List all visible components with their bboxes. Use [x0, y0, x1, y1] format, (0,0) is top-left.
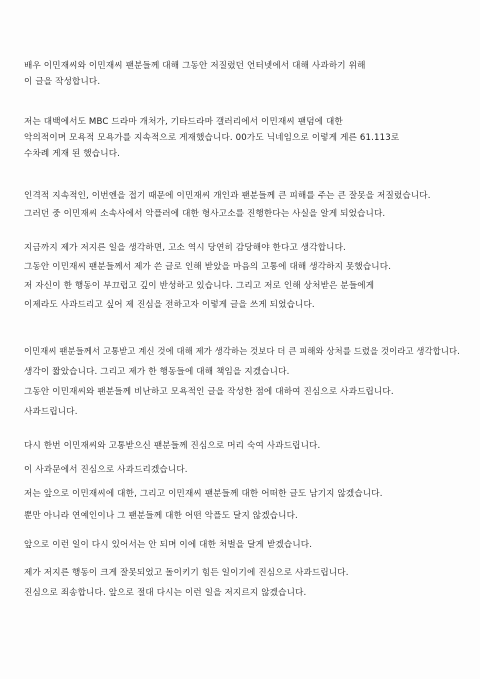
letter-line: 저는 앞으로 이민재씨에 대한, 그리고 이민재씨 팬분들께 대한 어떠한 글도 남기지 않겠습니다. — [24, 489, 383, 499]
letter-line: 앞으로 이런 일이 다시 있어서는 안 되며 이에 대한 처벌을 달게 받겠습니다. — [24, 540, 313, 550]
letter-line: 지금까지 제가 저지른 일을 생각하면, 고소 역시 당연히 감당해야 한다고 생각합니다. — [24, 243, 346, 253]
letter-line: 악의적이며 모욕적 모욕가를 지속적으로 게재했습니다. 00가도 닉네임으로 이렇게 게른 61.113로 — [24, 133, 400, 143]
letter-line: 다시 한번 이민재씨와 고통받으신 팬분들께 진심으로 머리 숙여 사과드립니다. — [24, 441, 321, 451]
letter-line: 저 자신이 한 행동이 부끄럽고 깊이 반성하고 있습니다. 그리고 저로 인해 상처받은 분들에게 — [24, 281, 375, 291]
letter-line: 진심으로 죄송합니다. 앞으로 절대 다시는 이런 일을 저지르지 않겠습니다. — [24, 588, 307, 598]
letter-line: 그동안 이민재씨와 팬분들께 비난하고 모욕적인 글을 작성한 점에 대하여 진심으로 사과드립니다. — [24, 387, 394, 397]
letter-line: 저는 대백에서도 MBC 드라마 개처가, 기타드라마 갤러리에서 이민재씨 팬덤에 대한 — [24, 117, 343, 127]
letter-line: 이민재씨 팬분들께서 고통받고 계신 것에 대해 제가 생각하는 것보다 더 큰 피해와 상처를 드렸을 것이라고 생각합니다. — [24, 347, 460, 357]
letter-line: 그동안 이민재씨 팬분들께서 제가 쓴 글로 인해 받았을 마음의 고통에 대해 생각하지 못했습니다. — [24, 262, 392, 272]
letter-line: 이 글을 작성합니다. — [24, 77, 101, 87]
letter-line: 이 사과문에서 진심으로 사과드리겠습니다. — [24, 465, 188, 475]
letter-line: 제가 저지른 행동이 크게 잘못되었고 돌이키기 힘든 일이기에 진심으로 사과드립니다. — [24, 568, 349, 578]
letter-line: 그러던 중 이민재씨 소속사에서 악플러에 대한 형사고소를 진행한다는 사실을 알게 되었습니다. — [24, 209, 386, 219]
letter-line: 수차례 게재 된 했습니다. — [24, 149, 121, 159]
letter-line: 생각이 짧았습니다. 그리고 제가 한 행동들에 대해 책임을 지겠습니다. — [24, 367, 290, 377]
letter-line: 인격적 지속적인, 이번엔을 접기 때문에 이민재씨 개인과 팬분들께 큰 피해를 주는 큰 잘못을 저질렀습니다. — [24, 191, 431, 201]
letter-line: 뿐만 아니라 연예인이나 그 팬분들께 대한 어떤 악플도 달지 않겠습니다. — [24, 511, 298, 521]
letter-line: 배우 이민재씨와 이민재씨 팬분들께 대해 그동안 저질렀던 언터넷에서 대해 사과하기 위해 — [24, 61, 366, 71]
letter-line: 이제라도 사과드리고 싶어 제 진심을 전하고자 이렇게 글을 쓰게 되었습니다. — [24, 300, 315, 310]
letter-line: 사과드립니다. — [24, 407, 78, 417]
